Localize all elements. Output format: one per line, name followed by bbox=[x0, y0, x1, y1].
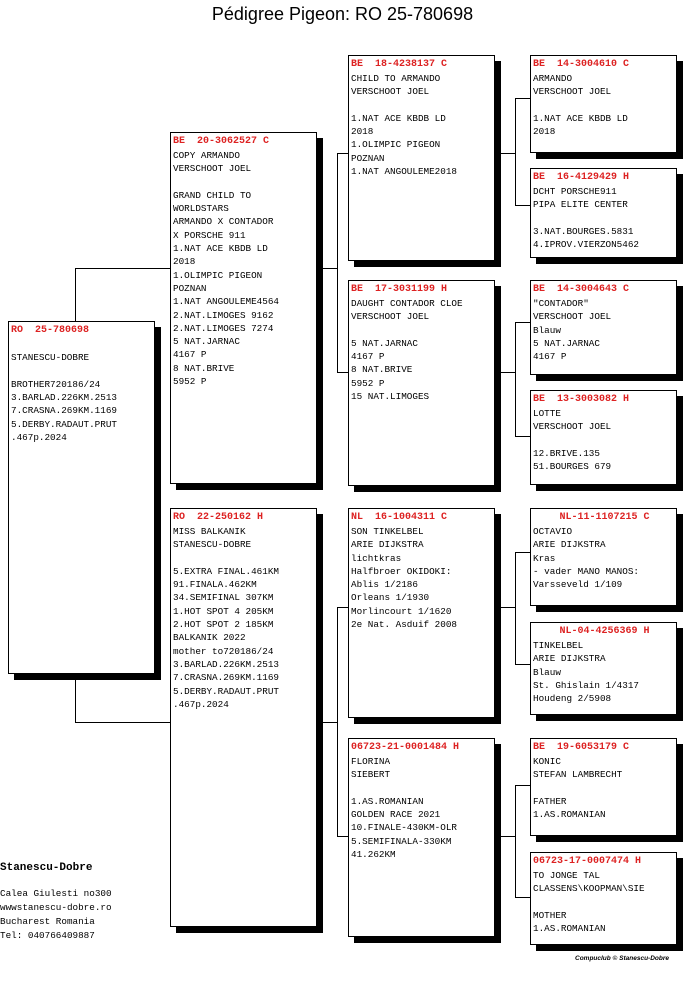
pedigree-line: BROTHER720186/24 bbox=[11, 378, 101, 390]
pedigree-line: WORLDSTARS bbox=[173, 203, 229, 215]
footer-credit: Compuclub © Stanescu-Dobre bbox=[575, 955, 669, 962]
pedigree-line bbox=[11, 365, 154, 378]
connector-line bbox=[515, 785, 516, 898]
pedigree-line: 1.NAT ACE KBDB LD bbox=[351, 112, 446, 124]
connector-line bbox=[515, 897, 530, 898]
pedigree-line: Varsseveld 1/109 bbox=[533, 579, 623, 591]
pedigree-line: "CONTADOR" bbox=[533, 298, 589, 309]
connector-line bbox=[337, 607, 338, 837]
pedigree-line: 5.DERBY.RADAUT.PRUT bbox=[173, 685, 280, 697]
sire-box[interactable] bbox=[170, 132, 317, 484]
pedigree-line: 1.OLIMPIC PIGEON bbox=[173, 269, 263, 281]
dam-dam-box[interactable] bbox=[348, 738, 495, 937]
pedigree-line bbox=[351, 782, 494, 795]
pedigree-line: 7.CRASNA.269KM.1169 bbox=[173, 672, 280, 684]
pedigree-line bbox=[351, 324, 494, 337]
pedigree-line: SON TINKELBEL bbox=[351, 526, 424, 537]
pedigree-line: mother to720186/24 bbox=[173, 645, 274, 657]
dam-sire-box[interactable] bbox=[348, 508, 495, 718]
pedigree-line bbox=[351, 99, 494, 112]
connector-line bbox=[515, 322, 530, 323]
pedigree-line bbox=[11, 338, 154, 351]
pedigree-line bbox=[173, 176, 316, 189]
pedigree-line: OCTAVIO bbox=[533, 526, 573, 537]
ring-number: 06723-21-0001484 H bbox=[351, 742, 460, 753]
connector-line bbox=[515, 785, 530, 786]
pedigree-line: 51.BOURGES 679 bbox=[533, 461, 612, 473]
pedigree-line: FATHER bbox=[533, 795, 567, 807]
connector-line bbox=[515, 98, 516, 205]
pedigree-line: POZNAN bbox=[173, 282, 207, 294]
pedigree-line bbox=[173, 552, 316, 565]
pedigree-line: KONIC bbox=[533, 756, 561, 767]
pedigree-line: 2.NAT.LIMOGES 9162 bbox=[173, 309, 274, 321]
connector-line bbox=[500, 153, 515, 154]
pedigree-line: 5.EXTRA FINAL.461KM bbox=[173, 565, 280, 577]
pedigree-line: 1.NAT ACE KBDB LD bbox=[173, 243, 268, 255]
pedigree-line: 5 NAT.JARNAC bbox=[351, 337, 418, 349]
pedigree-line: 2.NAT.LIMOGES 7274 bbox=[173, 322, 274, 334]
pedigree-line: TO JONGE TAL bbox=[533, 870, 600, 881]
pedigree-line: lichtkras bbox=[351, 552, 402, 564]
pedigree-line: 1.OLIMPIC PIGEON bbox=[351, 139, 441, 151]
connector-line bbox=[515, 552, 530, 553]
pedigree-line: 2018 bbox=[173, 256, 196, 268]
pedigree-line: VERSCHOOT JOEL bbox=[533, 421, 612, 433]
pedigree-line: VERSCHOOT JOEL bbox=[173, 163, 252, 175]
dam-sire-dam-box[interactable] bbox=[530, 622, 677, 715]
pedigree-line: Orleans 1/1930 bbox=[351, 592, 430, 604]
pedigree-line: Ablis 1/2186 bbox=[351, 579, 418, 591]
pedigree-line: Halfbroer OKIDOKI: bbox=[351, 565, 452, 577]
pedigree-line: X PORSCHE 911 bbox=[173, 229, 246, 241]
page-title: Pédigree Pigeon: RO 25-780698 bbox=[211, 4, 474, 24]
pedigree-line: CLASSENS\KOOPMAN\SIE bbox=[533, 883, 645, 895]
pedigree-line: MISS BALKANIK bbox=[173, 526, 246, 537]
pedigree-line: 1.AS.ROMANIAN bbox=[533, 809, 606, 821]
connector-line bbox=[75, 268, 172, 269]
connector-line bbox=[515, 98, 530, 99]
pedigree-line: 10.FINALE-430KM-OLR bbox=[351, 822, 458, 834]
pedigree-line: 1.NAT ANGOULEME2018 bbox=[351, 166, 458, 178]
pedigree-line: 1.AS.ROMANIAN bbox=[351, 795, 424, 807]
ring-number: BE 19-6053179 C bbox=[533, 742, 630, 753]
pedigree-line: POZNAN bbox=[351, 152, 385, 164]
connector-line bbox=[75, 722, 172, 723]
pedigree-line: Blauw bbox=[533, 666, 561, 678]
pedigree-line: 34.SEMIFINAL 307KM bbox=[173, 592, 274, 604]
pedigree-line: 8 NAT.BRIVE bbox=[173, 362, 235, 374]
connector-line bbox=[337, 153, 338, 373]
pedigree-line: 4167 P bbox=[173, 349, 207, 361]
pedigree-line: St. Ghislain 1/4317 bbox=[533, 679, 640, 691]
ring-number: RO 22-250162 H bbox=[173, 512, 264, 523]
pedigree-line: .467p.2024 bbox=[11, 432, 67, 444]
pedigree-line: 5.SEMIFINALA-330KM bbox=[351, 835, 452, 847]
pedigree-line: ARMANDO bbox=[533, 73, 573, 84]
owner-website[interactable]: wwwstanescu-dobre.ro bbox=[0, 902, 112, 913]
pedigree-line bbox=[533, 99, 676, 112]
pedigree-line: ARIE DIJKSTRA bbox=[533, 539, 606, 551]
pedigree-line: 2e Nat. Asduif 2008 bbox=[351, 619, 458, 631]
pedigree-line: DAUGHT CONTADOR CLOE bbox=[351, 298, 463, 309]
pedigree-line: STANESCU-DOBRE bbox=[173, 539, 252, 551]
sire-dam-box[interactable] bbox=[348, 280, 495, 486]
sire-dam-dam-box[interactable] bbox=[530, 390, 677, 485]
dam-sire-sire-box[interactable] bbox=[530, 508, 677, 606]
owner-address: Calea Giulesti no300 bbox=[0, 888, 112, 899]
pedigree-line: Blauw bbox=[533, 324, 561, 336]
pedigree-line: 15 NAT.LIMOGES bbox=[351, 391, 430, 403]
connector-line bbox=[515, 205, 530, 206]
ring-number: NL-11-1107215 C bbox=[559, 512, 650, 523]
pedigree-line: COPY ARMANDO bbox=[173, 150, 240, 161]
sire-sire-dam-box[interactable] bbox=[530, 168, 677, 258]
pedigree-line: VERSCHOOT JOEL bbox=[351, 86, 430, 98]
pedigree-line: ARIE DIJKSTRA bbox=[351, 539, 424, 551]
pedigree-line: - vader MANO MANOS: bbox=[533, 565, 640, 577]
dam-dam-sire-box[interactable] bbox=[530, 738, 677, 836]
pedigree-line: VERSCHOOT JOEL bbox=[533, 311, 612, 323]
pedigree-line: VERSCHOOT JOEL bbox=[351, 311, 430, 323]
pedigree-line: MOTHER bbox=[533, 909, 567, 921]
connector-line bbox=[515, 436, 530, 437]
pedigree-line: 2.HOT SPOT 2 185KM bbox=[173, 619, 274, 631]
ring-number: BE 16-4129429 H bbox=[533, 172, 630, 183]
pedigree-line: PIPA ELITE CENTER bbox=[533, 199, 628, 211]
pedigree-line: 5.DERBY.RADAUT.PRUT bbox=[11, 418, 118, 430]
pedigree-line: 2018 bbox=[351, 126, 374, 138]
pedigree-line: 1.AS.ROMANIAN bbox=[533, 923, 606, 935]
pedigree-line: LOTTE bbox=[533, 408, 561, 419]
sire-dam-sire-box[interactable] bbox=[530, 280, 677, 375]
pedigree-line: VERSCHOOT JOEL bbox=[533, 86, 612, 98]
pedigree-line: GRAND CHILD TO bbox=[173, 189, 252, 201]
pedigree-line: STANESCU-DOBRE bbox=[11, 352, 90, 364]
pedigree-line: 5952 P bbox=[173, 376, 207, 388]
connector-line bbox=[322, 268, 337, 269]
connector-line bbox=[322, 722, 337, 723]
owner-name: Stanescu-Dobre bbox=[0, 862, 93, 874]
pedigree-line: TINKELBEL bbox=[533, 640, 584, 651]
pedigree-line: Morlincourt 1/1620 bbox=[351, 605, 452, 617]
pedigree-line: ARIE DIJKSTRA bbox=[533, 653, 606, 665]
ring-number: BE 17-3031199 H bbox=[351, 284, 448, 295]
pedigree-line: 1.NAT ANGOULEME4564 bbox=[173, 296, 280, 308]
pedigree-line: 1.NAT ACE KBDB LD bbox=[533, 112, 628, 124]
connector-line bbox=[500, 372, 515, 373]
ring-number: RO 25-780698 bbox=[11, 325, 90, 336]
pedigree-line: 91.FINALA.462KM bbox=[173, 579, 257, 591]
ring-number: 06723-17-0007474 H bbox=[533, 856, 642, 867]
dam-dam-dam-box[interactable] bbox=[530, 852, 677, 945]
ring-number: BE 18-4238137 C bbox=[351, 59, 448, 70]
connector-line bbox=[515, 322, 516, 437]
sire-sire-sire-box[interactable] bbox=[530, 55, 677, 153]
pedigree-line: 7.CRASNA.269KM.1169 bbox=[11, 405, 118, 417]
owner-city: Bucharest Romania bbox=[0, 916, 95, 927]
connector-line bbox=[515, 664, 530, 665]
pedigree-line: 1.HOT SPOT 4 205KM bbox=[173, 605, 274, 617]
ring-number: BE 14-3004643 C bbox=[533, 284, 630, 295]
ring-number: BE 20-3062527 C bbox=[173, 136, 270, 147]
pedigree-line: .467p.2024 bbox=[173, 698, 229, 710]
pedigree-line: 12.BRIVE.135 bbox=[533, 447, 600, 459]
ring-number: BE 13-3003082 H bbox=[533, 394, 630, 405]
pedigree-line: GOLDEN RACE 2021 bbox=[351, 809, 441, 821]
pedigree-line: STEFAN LAMBRECHT bbox=[533, 769, 623, 781]
pedigree-line: FLORINA bbox=[351, 756, 391, 767]
connector-line bbox=[500, 836, 515, 837]
pedigree-line: DCHT PORSCHE911 bbox=[533, 186, 617, 197]
pedigree-line bbox=[533, 782, 676, 795]
pedigree-line: 3.NAT.BOURGES.5831 bbox=[533, 225, 634, 237]
ring-number: BE 14-3004610 C bbox=[533, 59, 630, 70]
pedigree-line bbox=[533, 434, 676, 447]
pedigree-line: 5 NAT.JARNAC bbox=[533, 337, 600, 349]
pedigree-line bbox=[533, 212, 676, 225]
subject-pigeon-box[interactable] bbox=[8, 321, 155, 674]
connector-line bbox=[500, 607, 515, 608]
pedigree-line: BALKANIK 2022 bbox=[173, 632, 246, 644]
pedigree-line: 2018 bbox=[533, 126, 556, 138]
pedigree-line: 4.IPROV.VIERZON5462 bbox=[533, 239, 640, 251]
ring-number: NL 16-1004311 C bbox=[351, 512, 448, 523]
connector-line bbox=[515, 552, 516, 665]
pedigree-line: 3.BARLAD.226KM.2513 bbox=[173, 658, 280, 670]
pedigree-line bbox=[533, 896, 676, 909]
pedigree-line: 41.262KM bbox=[351, 849, 396, 861]
pedigree-line: 8 NAT.BRIVE bbox=[351, 364, 413, 376]
ring-number: NL-04-4256369 H bbox=[559, 626, 650, 637]
owner-phone: Tel: 040766409887 bbox=[0, 930, 95, 941]
pedigree-line: 5 NAT.JARNAC bbox=[173, 336, 240, 348]
pedigree-line: Houdeng 2/5908 bbox=[533, 693, 612, 705]
pedigree-line: 5952 P bbox=[351, 377, 385, 389]
pedigree-line: ARMANDO X CONTADOR bbox=[173, 216, 274, 228]
pedigree-line: CHILD TO ARMANDO bbox=[351, 73, 441, 84]
pedigree-line: 4167 P bbox=[533, 351, 567, 363]
pedigree-line: 3.BARLAD.226KM.2513 bbox=[11, 392, 118, 404]
dam-box[interactable] bbox=[170, 508, 317, 927]
sire-sire-box[interactable] bbox=[348, 55, 495, 261]
pedigree-line: Kras bbox=[533, 552, 556, 564]
pedigree-line: SIEBERT bbox=[351, 769, 391, 781]
pedigree-line: 4167 P bbox=[351, 351, 385, 363]
